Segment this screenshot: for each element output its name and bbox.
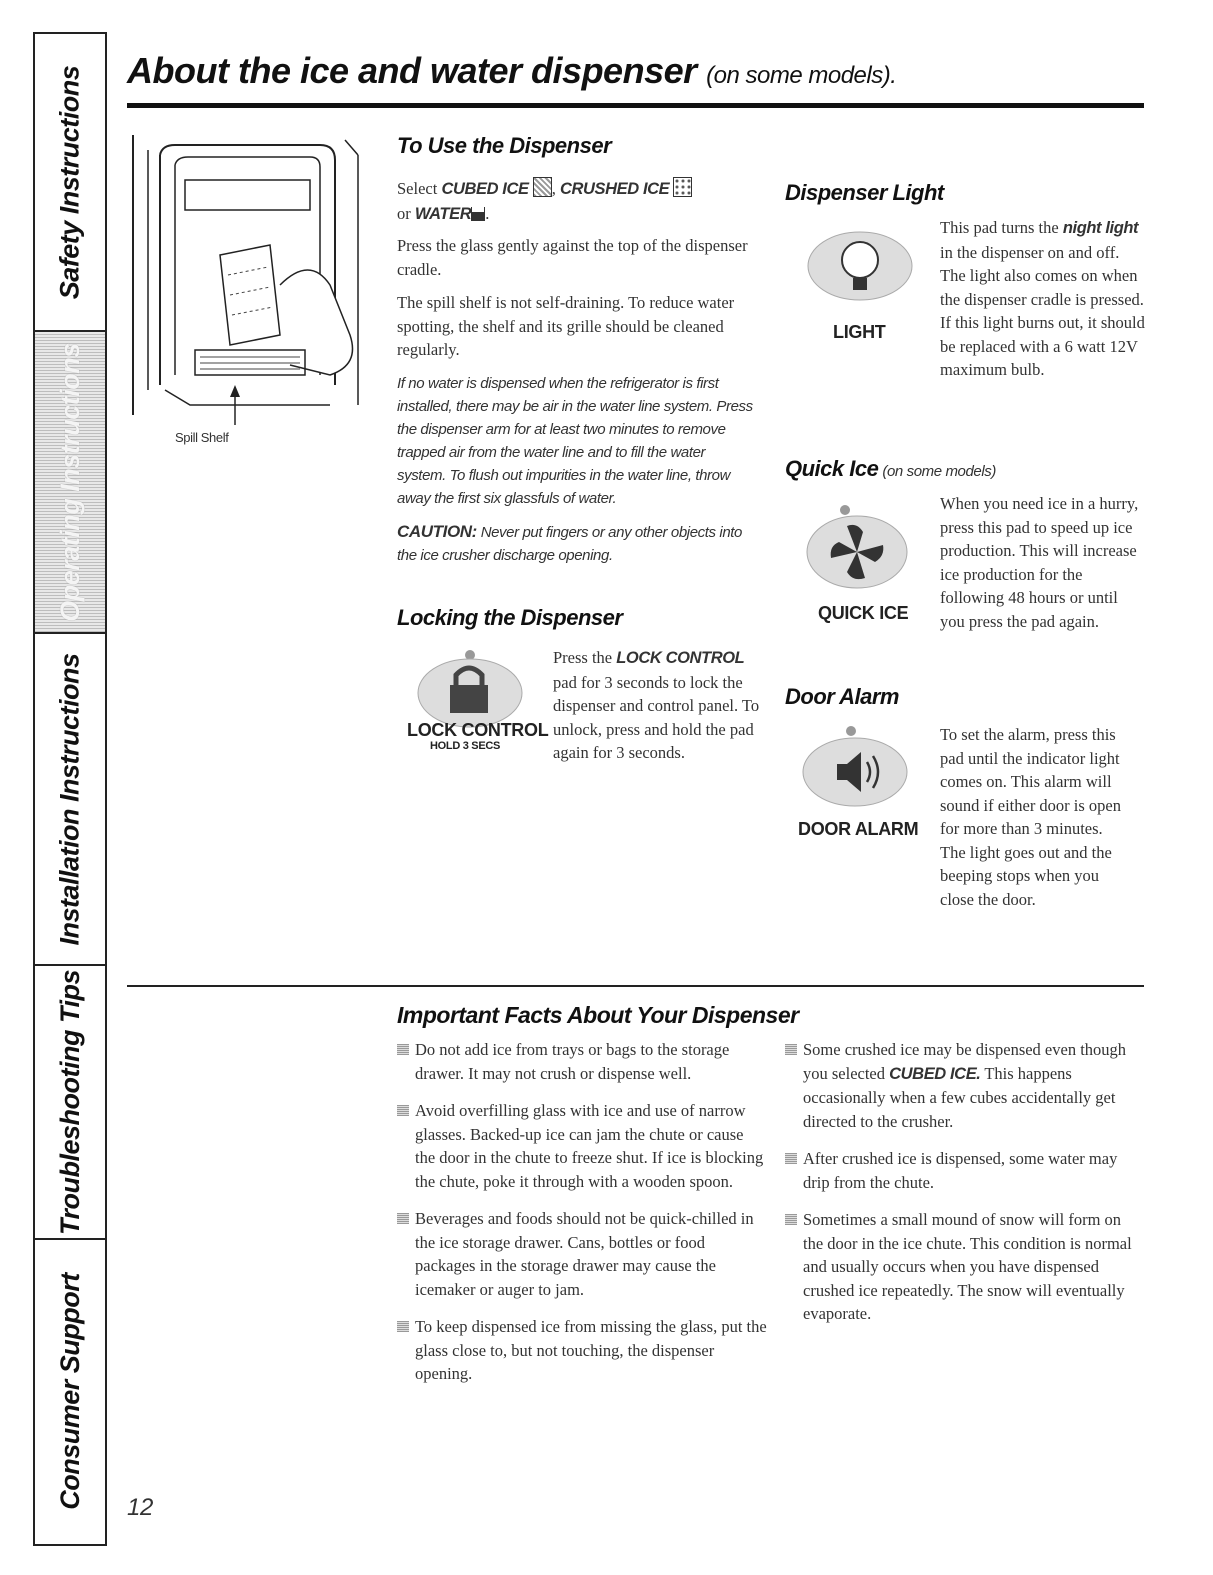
spill-shelf-caption: Spill Shelf: [175, 430, 229, 445]
quick-ice-pad-icon: [795, 500, 925, 605]
door-alarm-pad-icon: [793, 722, 923, 822]
dispenser-light-heading: Dispenser Light: [785, 180, 944, 205]
page-title: [127, 50, 896, 92]
facts-left-column: [397, 1038, 767, 1400]
locking-heading: Locking the Dispenser: [397, 605, 623, 630]
tab-label: Consumer Support: [54, 1272, 85, 1510]
cubed-ice-label: CUBED ICE: [441, 180, 529, 198]
fact-item: After crushed ice is dispensed, some water may drip from the chute.: [785, 1147, 1140, 1194]
tab-label: Installation Instructions: [54, 652, 85, 946]
fact-text: This happens occasionally when a few cubes accidentally get directed to the crusher.: [803, 1063, 1116, 1131]
fact-item: [785, 1038, 1140, 1133]
dispenser-light-text: [940, 216, 1145, 382]
water-icon: [471, 207, 485, 221]
fact-item: Beverages and foods should not be quick-chilled in the ice storage drawer. Cans, bottles or food packages in the storage drawer may cause the icemaker or auger to jam.: [397, 1207, 767, 1301]
fact-item: Sometimes a small mound of snow will form on the door in the ice chute. This condition is normal and usually occurs when you have dispensed crushed ice repeatedly. The snow will eventually evaporate.: [785, 1208, 1140, 1326]
cubed-ice-inline: CUBED ICE.: [889, 1064, 981, 1083]
tab-troubleshooting-tips[interactable]: [35, 966, 105, 1240]
quick-ice-heading-line: [785, 456, 996, 483]
cubed-ice-icon: [533, 177, 552, 197]
sidebar-nav: [33, 32, 107, 1546]
quick-ice-heading: Quick Ice: [785, 456, 879, 481]
fact-item: Avoid overfilling glass with ice and use of narrow glasses. Backed-up ice can jam the chute or cause the door in the chute to freeze shut. If ice is blocking the chute, poke it through with a wooden spoon.: [397, 1099, 767, 1193]
light-pad-icon: [795, 218, 925, 323]
caution-body: Never put fingers or any other objects into the ice crusher discharge opening.: [397, 523, 742, 564]
tab-safety-instructions[interactable]: [35, 34, 105, 332]
lock-text-suffix: pad for 3 seconds to lock the dispenser and control panel. To unlock, press and hold the pad again for 3 seconds.: [553, 672, 760, 762]
use-dispenser-heading: To Use the Dispenser: [397, 133, 612, 158]
lock-text-prefix: Press the: [553, 648, 613, 667]
tab-label: Operating Instructions: [54, 342, 85, 622]
fact-item: To keep dispensed ice from missing the glass, put the glass close to, but not touching, the dispenser opening.: [397, 1315, 767, 1386]
select-prefix: Select: [397, 179, 438, 198]
door-alarm-text: To set the alarm, press this pad until the indicator light comes on. This alarm will sound if either door is open for more than 3 minutes. The light goes out and the beeping stops when you close the door.: [940, 725, 1122, 909]
lock-control-pad-label: LOCK CONTROL: [407, 720, 549, 740]
quick-ice-text: When you need ice in a hurry, press this pad to speed up ice production. This will increase ice production for the following 48 hours or until you press the pad again.: [940, 494, 1139, 631]
door-alarm-pad-label: DOOR ALARM: [798, 819, 919, 839]
quick-ice-pad-label: QUICK ICE: [818, 603, 909, 623]
tab-installation-instructions[interactable]: [35, 634, 105, 966]
quick-ice-heading-sub: (on some models): [882, 463, 996, 480]
lock-control-text: [553, 646, 763, 765]
crushed-ice-icon: [673, 177, 692, 197]
tab-label: Safety Instructions: [54, 65, 85, 299]
title-rule: [127, 103, 1144, 108]
facts-right-column: [785, 1038, 1140, 1340]
fact-text: Some crushed ice may be dispensed even though you selected: [803, 1040, 1127, 1083]
caution-label: CAUTION:: [397, 521, 477, 541]
fact-item: Do not add ice from trays or bags to the storage drawer. It may not crush or dispense well.: [397, 1038, 767, 1085]
light-text-suffix: in the dispenser on and off. The light also comes on when the dispenser cradle is pressed. If this light burns out, it should be replaced with a 6 watt 12V maximum bulb.: [940, 242, 1145, 379]
tab-consumer-support[interactable]: [35, 1240, 105, 1542]
light-text-prefix: This pad turns the: [940, 218, 1059, 237]
use-dispenser-section: [397, 133, 757, 567]
caution-text: [397, 520, 757, 567]
important-facts-heading: Important Facts About Your Dispenser: [397, 1002, 799, 1028]
press-glass-text: Press the glass gently against the top of the dispenser cradle.: [397, 236, 748, 279]
tab-operating-instructions[interactable]: [35, 332, 105, 634]
crushed-ice-label: CRUSHED ICE: [560, 180, 670, 198]
page-title-main: About the ice and water dispenser: [127, 50, 697, 91]
tab-label: Troubleshooting Tips: [54, 969, 85, 1235]
dispenser-illustration: [130, 135, 370, 425]
select-line: Select CUBED ICE , CRUSHED ICE or WATER .: [397, 177, 757, 226]
door-alarm-heading: Door Alarm: [785, 684, 899, 709]
water-label: WATER: [414, 204, 472, 223]
night-light-label: night light: [1062, 219, 1139, 237]
lock-control-label: LOCK CONTROL: [616, 649, 745, 667]
page-title-subtitle: (on some models).: [706, 62, 897, 89]
section-rule: [127, 985, 1144, 987]
lock-control-pad-sublabel: HOLD 3 SECS: [430, 740, 501, 752]
page-number: 12: [127, 1494, 153, 1521]
or-text: or: [397, 203, 411, 223]
air-in-line-note: If no water is dispensed when the refrigerator is first installed, there may be air in the water line system. Press the dispenser arm for at least two minutes to remove trapped air from the water line and to fill the water system. To flush out impurities in the water line, throw away the first six glassfuls of water.: [397, 374, 753, 507]
light-pad-label: LIGHT: [833, 322, 886, 342]
spill-shelf-text: The spill shelf is not self-draining. To reduce water spotting, the shelf and its grille should be cleaned regularly.: [397, 293, 735, 359]
